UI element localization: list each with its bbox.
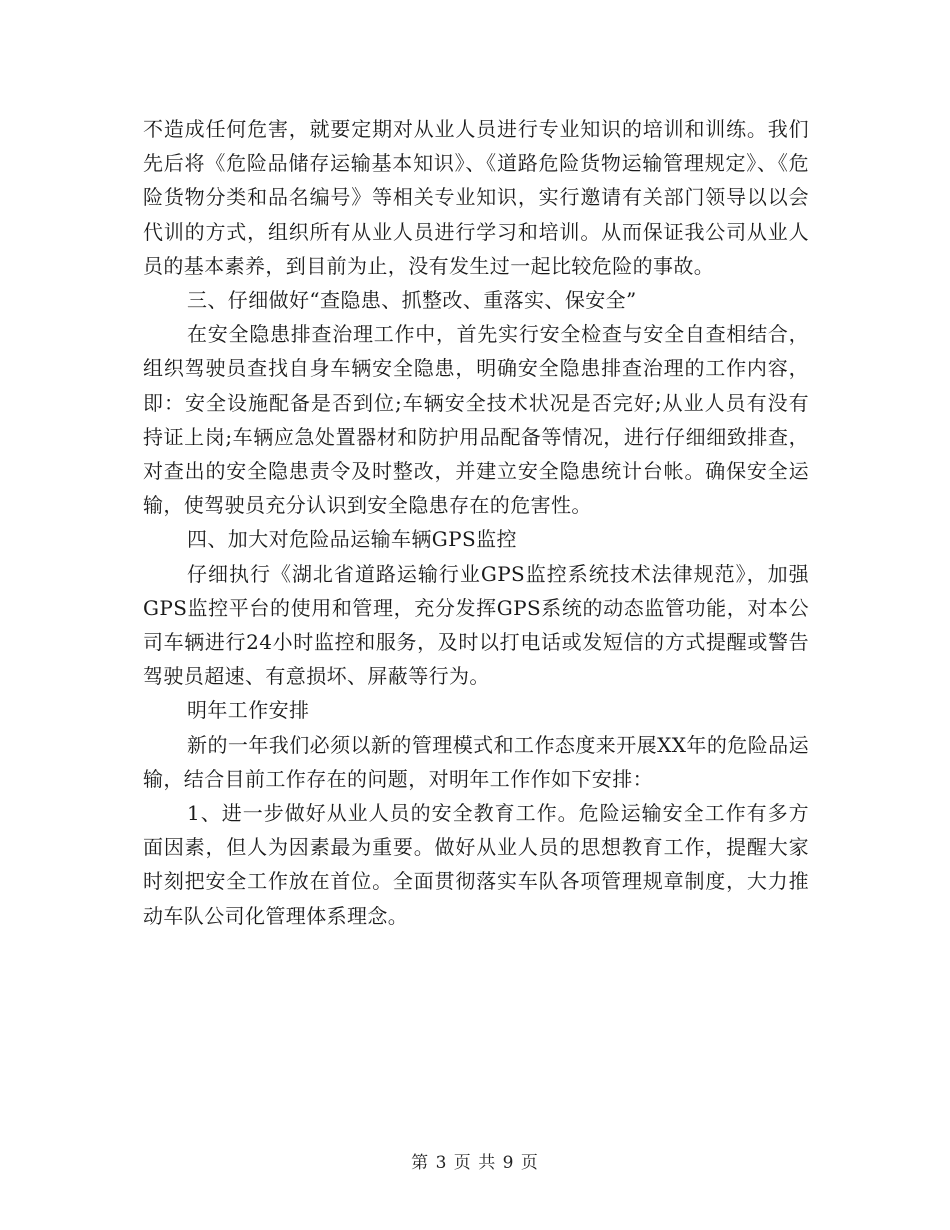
- document-body: [143, 112, 809, 933]
- page-number-label: 第 3 页 共 9 页: [411, 1153, 539, 1173]
- heading-section-three: 三、仔细做好“查隐患、抓整改、重落实、保安全”: [187, 288, 637, 313]
- page-footer: [0, 1148, 950, 1173]
- paragraph-plan-item-1: 1、进一步做好从业人员的安全教育工作。危险运输安全工作有多方面因素，但人为因素最为重要。做好从业人员的思想教育工作，提醒大家时刻把安全工作放在首位。全面贯彻落实车队各项管理规章制度，大力推动车队公司化管理体系理念。: [143, 801, 809, 928]
- paragraph-training: 不造成任何危害，就要定期对从业人员进行专业知识的培训和训练。我们先后将《危险品储存运输基本知识》、《道路危险货物运输管理规定》、《危险货物分类和品名编号》等相关专业知识，实行邀请有关部门领导以以会代训的方式，组织所有从业人员进行学习和培训。从而保证我公司从业人员的基本素养，到目前为止，没有发生过一起比较危险的事故。: [143, 117, 809, 278]
- paragraph-next-year-intro: 新的一年我们必须以新的管理模式和工作态度来开展XX年的危险品运输，结合目前工作存在的问题，对明年工作作如下安排：: [143, 732, 809, 791]
- paragraph-hazard-inspection: 在安全隐患排查治理工作中，首先实行安全检查与安全自查相结合，组织驾驶员查找自身车辆安全隐患，明确安全隐患排查治理的工作内容，即：安全设施配备是否到位;车辆安全技术状况是否完好;从业人员有没有持证上岗;车辆应急处置器材和防护用品配备等情况，进行仔细细致排查，对查出的安全隐患责令及时整改，并建立安全隐患统计台帐。确保安全运输，使驾驶员充分认识到安全隐患存在的危害性。: [143, 322, 809, 518]
- paragraph-gps-monitoring: 仔细执行《湖北省道路运输行业GPS监控系统技术法律规范》，加强GPS监控平台的使用和管理，充分发挥GPS系统的动态监管功能，对本公司车辆进行24小时监控和服务，及时以打电话或发短信的方式提醒或警告驾驶员超速、有意损坏、屏蔽等行为。: [143, 561, 809, 689]
- heading-next-year-plan: 明年工作安排: [187, 698, 310, 723]
- heading-section-four: 四、加大对危险品运输车辆GPS监控: [187, 527, 517, 552]
